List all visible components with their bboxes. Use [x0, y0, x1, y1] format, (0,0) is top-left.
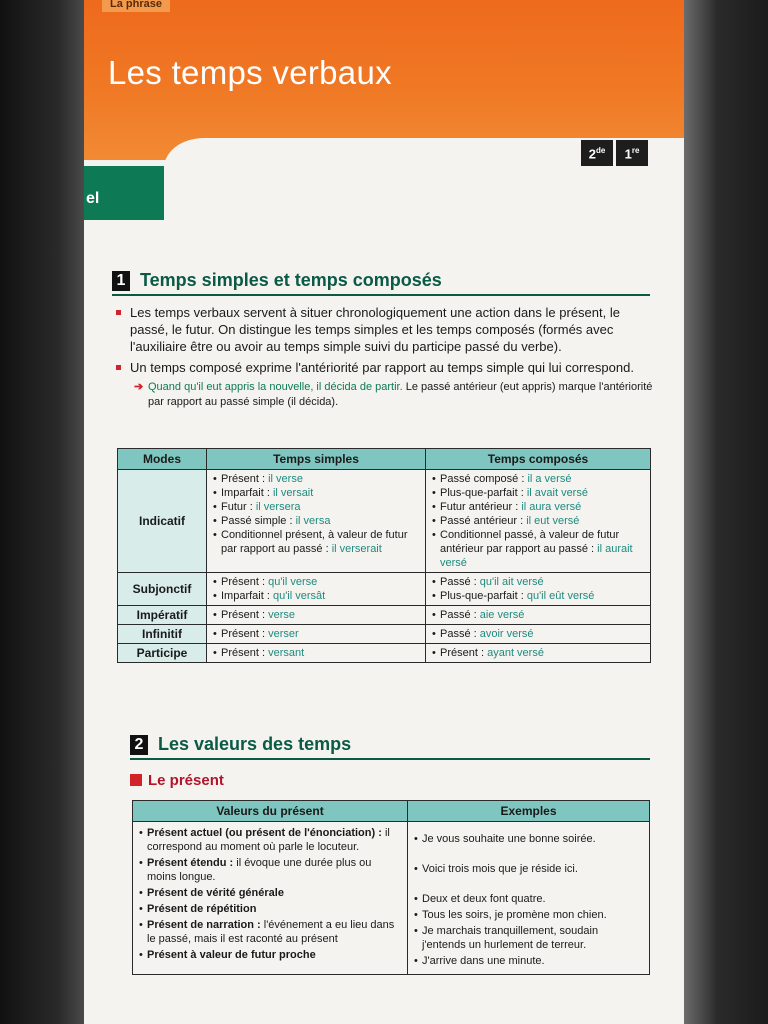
tense-form: il versait — [272, 487, 314, 499]
tense-label: Passé composé : — [440, 473, 525, 485]
tense-item — [432, 472, 644, 486]
example-line — [114, 380, 654, 410]
table-row — [118, 606, 651, 625]
col-header-valeurs: Valeurs du présent — [133, 801, 408, 822]
col-header-temps-composes: Temps composés — [426, 449, 651, 470]
section-1-bullets — [114, 304, 654, 410]
table-row — [118, 470, 651, 573]
section-1-heading — [112, 270, 442, 291]
present-value-item — [139, 948, 401, 962]
tense-label: Présent : — [221, 628, 266, 640]
tense-item — [213, 646, 419, 660]
tense-form: avoir versé — [479, 628, 534, 640]
mode-cell: Infinitif — [118, 625, 207, 644]
tense-item — [432, 514, 644, 528]
tense-form: il verserait — [331, 543, 382, 555]
tense-label: Plus-que-parfait : — [440, 487, 524, 499]
tense-form: il aurait versé — [440, 543, 633, 569]
tense-label: Présent : — [221, 647, 266, 659]
table-row — [118, 625, 651, 644]
square-marker-icon — [130, 774, 142, 786]
tense-form: qu'il ait versé — [479, 576, 544, 588]
example-sentence: Quand qu'il eut appris la nouvelle, il décida de partir. — [148, 381, 403, 393]
page-gutter-left — [0, 0, 84, 1024]
tense-label: Passé : — [440, 609, 477, 621]
tense-item — [213, 500, 419, 514]
tense-form: qu'il versât — [272, 590, 326, 602]
header-banner — [84, 0, 684, 160]
section-1-number: 1 — [112, 271, 130, 291]
composes-cell — [426, 573, 651, 606]
tense-label: Conditionnel passé, à valeur de futur antérieur par rapport au passé : — [440, 529, 620, 555]
col-header-modes: Modes — [118, 449, 207, 470]
present-value-item — [139, 918, 401, 946]
simples-cell — [207, 644, 426, 663]
section-2-heading — [130, 734, 351, 755]
tense-label: Passé : — [440, 628, 477, 640]
tense-form: ayant versé — [487, 647, 544, 659]
tense-form: verse — [268, 609, 295, 621]
bullet-2: Un temps composé exprime l'antériorité par rapport au temps simple qui lui correspond. — [114, 359, 654, 376]
simples-cell — [207, 606, 426, 625]
tense-item — [213, 627, 419, 641]
section-1-rule — [112, 294, 650, 296]
tense-form: il avait versé — [526, 487, 588, 499]
bullet-1: Les temps verbaux servent à situer chronologiquement une action dans le présent, le passé, le futur. On distingue les temps simples et les temps composés (formés avec l'auxiliaire être ou avoir au temps simple suivi du participe passé du verbe). — [114, 304, 654, 355]
tense-form: qu'il eût versé — [526, 590, 595, 602]
subsection-present-heading — [130, 772, 224, 789]
tense-item — [213, 472, 419, 486]
present-value-name: Présent de vérité générale — [147, 887, 284, 899]
breadcrumb: La phrase — [102, 0, 170, 12]
tense-form: il eut versé — [526, 515, 580, 527]
mode-cell: Subjonctif — [118, 573, 207, 606]
example-item: • Je marchais tranquillement, soudain j'entends un hurlement de terreur. — [414, 924, 643, 952]
level-badge-premiere: 1re — [616, 140, 648, 166]
example-item: • Tous les soirs, je promène mon chien. — [414, 908, 643, 922]
arrow-right-icon: ➔ — [134, 381, 144, 393]
tense-form: verser — [268, 628, 299, 640]
tense-label: Imparfait : — [221, 487, 270, 499]
table-row — [118, 644, 651, 663]
tense-item — [432, 486, 644, 500]
tense-label: Présent : — [440, 647, 485, 659]
example-note: Le passé antérieur (eut appris) marque l'antériorité par rapport au passé simple (il décida). — [148, 381, 653, 408]
example-item: • Deux et deux font quatre. — [414, 892, 643, 906]
composes-cell — [426, 606, 651, 625]
present-value-item — [139, 826, 401, 854]
tense-form: aie versé — [479, 609, 525, 621]
tense-item — [213, 575, 419, 589]
present-values-table — [132, 800, 650, 975]
example-item: • Je vous souhaite une bonne soirée. — [414, 832, 643, 846]
tense-item — [432, 646, 644, 660]
values-cell — [133, 822, 408, 975]
table-row — [118, 573, 651, 606]
tense-item — [213, 514, 419, 528]
present-value-name: Présent à valeur de futur proche — [147, 949, 316, 961]
mode-cell: Impératif — [118, 606, 207, 625]
tense-label: Futur : — [221, 501, 253, 513]
composes-cell — [426, 470, 651, 573]
textbook-page — [84, 0, 684, 1024]
tense-item — [213, 589, 419, 603]
tense-label: Présent : — [221, 576, 266, 588]
page-title: Les temps verbaux — [108, 54, 392, 91]
level-badge-seconde: 2de — [581, 140, 613, 166]
tense-item — [432, 608, 644, 622]
col-header-exemples: Exemples — [408, 801, 650, 822]
tense-label: Présent : — [221, 473, 266, 485]
simples-cell — [207, 470, 426, 573]
tense-label: Passé : — [440, 576, 477, 588]
chapter-side-tab: el — [84, 166, 164, 220]
tense-item — [432, 500, 644, 514]
composes-cell — [426, 644, 651, 663]
tense-form: il versera — [255, 501, 301, 513]
subsection-title: Le présent — [148, 772, 224, 789]
page-gutter-right — [684, 0, 768, 1024]
tense-form: qu'il verse — [268, 576, 318, 588]
tense-form: il verse — [268, 473, 303, 485]
tenses-table — [117, 448, 651, 663]
example-item: • J'arrive dans une minute. — [414, 954, 643, 968]
section-2-rule — [130, 758, 650, 760]
present-value-item — [139, 886, 401, 900]
level-badges — [581, 140, 648, 166]
mode-cell: Indicatif — [118, 470, 207, 573]
present-value-name: Présent de répétition — [147, 903, 257, 915]
tense-item — [432, 528, 644, 570]
simples-cell — [207, 573, 426, 606]
present-value-desc: il correspond au moment où parle le locuteur. — [147, 827, 390, 853]
present-value-item — [139, 856, 401, 884]
col-header-temps-simples: Temps simples — [207, 449, 426, 470]
tense-item — [432, 627, 644, 641]
present-value-desc: l'événement a eu lieu dans le passé, mais il est raconté au présent — [147, 919, 395, 945]
tense-item — [213, 528, 419, 556]
tense-label: Conditionnel présent, à valeur de futur par rapport au passé : — [221, 529, 408, 555]
section-1-title: Temps simples et temps composés — [140, 270, 442, 290]
present-value-desc: il évoque une durée plus ou moins longue. — [147, 857, 372, 883]
tense-form: il versa — [295, 515, 331, 527]
present-value-item — [139, 902, 401, 916]
section-2-title: Les valeurs des temps — [158, 734, 352, 754]
present-value-name: Présent actuel (ou présent de l'énonciation) : — [147, 827, 382, 839]
tense-form: versant — [268, 647, 305, 659]
tense-item — [432, 575, 644, 589]
tense-label: Présent : — [221, 609, 266, 621]
example-item: • Voici trois mois que je réside ici. — [414, 862, 643, 876]
tense-label: Futur antérieur : — [440, 501, 519, 513]
tense-item — [432, 589, 644, 603]
section-2-number: 2 — [130, 735, 148, 755]
tense-label: Plus-que-parfait : — [440, 590, 524, 602]
composes-cell — [426, 625, 651, 644]
present-value-name: Présent de narration : — [147, 919, 261, 931]
tense-form: il a versé — [527, 473, 572, 485]
mode-cell: Participe — [118, 644, 207, 663]
tense-label: Imparfait : — [221, 590, 270, 602]
tense-form: il aura versé — [521, 501, 582, 513]
tense-item — [213, 608, 419, 622]
tense-label: Passé antérieur : — [440, 515, 524, 527]
simples-cell — [207, 625, 426, 644]
present-value-name: Présent étendu : — [147, 857, 234, 869]
examples-cell — [408, 822, 650, 975]
tense-item — [213, 486, 419, 500]
tense-label: Passé simple : — [221, 515, 293, 527]
